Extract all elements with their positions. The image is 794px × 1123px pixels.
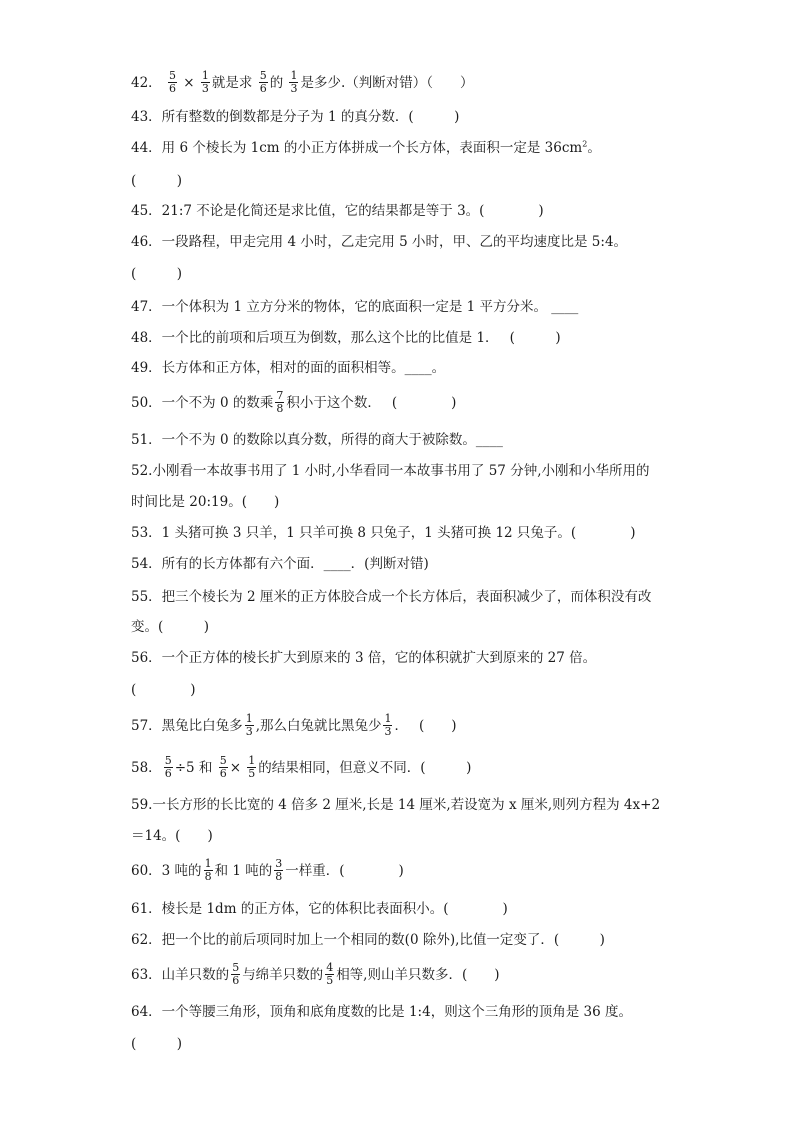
- question-44: [131, 135, 601, 161]
- question-47: 47．一个体积为 1 立方分米的物体，它的底面积一定是 1 平方分米。 ____: [131, 299, 579, 315]
- fraction-5-6: [168, 70, 177, 95]
- denominator: 3: [201, 82, 209, 95]
- denominator: 5: [326, 974, 334, 987]
- question-50: [131, 390, 456, 416]
- times-sign: ×: [229, 760, 241, 776]
- answer-blank-64: ( ): [131, 1036, 183, 1052]
- question-text: 与绵羊只数的: [242, 967, 324, 983]
- question-54: 54．所有的长方体都有六个面．____．(判断对错): [131, 556, 429, 572]
- question-63: [131, 962, 500, 988]
- question-55: 55．把三个棱长为 2 厘米的正方体胶合成一个长方体后，表面积减少了，而体积没有改: [131, 589, 652, 605]
- fraction-5-6: [231, 962, 240, 987]
- numerator: 1: [384, 712, 392, 725]
- denominator: 3: [384, 725, 392, 738]
- denominator: 5: [248, 767, 256, 780]
- fraction-4-5: [325, 962, 334, 987]
- question-text: 60．3 吨的: [131, 863, 202, 879]
- fraction-5-6: [259, 70, 268, 95]
- question-text: 50．一个不为 0 的数乘: [131, 395, 274, 411]
- answer-blank-44: ( ): [131, 173, 183, 189]
- question-text: ,那么白兔就比黑兔少: [255, 718, 382, 734]
- question-42: [131, 70, 474, 96]
- fraction-1-3: [383, 713, 392, 738]
- question-57: [131, 713, 457, 739]
- question-59: 59.一长方形的长比宽的 4 倍多 2 厘米,长是 14 厘米,若设宽为 x 厘米,则列方程为 4x+2: [131, 797, 661, 813]
- question-62: 62．把一个比的前后项同时加上一个相同的数(0 除外),比值一定变了．( ): [131, 932, 605, 948]
- numerator: 5: [232, 961, 240, 974]
- denominator: 8: [204, 870, 212, 883]
- denominator: 3: [245, 725, 253, 738]
- denominator: 8: [276, 402, 284, 415]
- question-52-cont: 时间比是 20:19。( ): [131, 494, 280, 510]
- denominator: 6: [232, 974, 240, 987]
- question-52: 52.小刚看一本故事书用了 1 小时,小华看同一本故事书用了 57 分钟,小刚和小华所用的: [131, 463, 650, 479]
- numerator: 4: [326, 961, 334, 974]
- question-49: 49．长方体和正方体，相对的面的面积相等。____。: [131, 360, 446, 376]
- denominator: 8: [275, 870, 283, 883]
- question-58: [131, 755, 471, 781]
- fraction-1-3: [289, 70, 298, 95]
- denominator: 6: [168, 82, 176, 95]
- question-59-cont: ＝14。( ): [131, 828, 213, 844]
- question-64: 64．一个等腰三角形，顶角和底角度数的比是 1:4，则这个三角形的顶角是 36 度。: [131, 1004, 632, 1020]
- question-text: ÷5 和: [174, 760, 213, 776]
- question-60: [131, 858, 404, 884]
- answer-blank-46: ( ): [131, 266, 183, 282]
- numerator: 1: [248, 754, 256, 767]
- times-sign: ×: [183, 75, 195, 91]
- question-51: 51．一个不为 0 的数除以真分数，所得的商大于被除数。____: [131, 432, 503, 448]
- denominator: 6: [259, 82, 267, 95]
- numerator: 5: [259, 69, 267, 82]
- question-text: 是多少.（判断对错）（ ）: [300, 75, 474, 91]
- question-number: 58．: [131, 760, 162, 776]
- question-text: 的结果相同，但意义不同．( ): [258, 760, 472, 776]
- question-56: 56．一个正方体的棱长扩大到原来的 3 倍，它的体积就扩大到原来的 27 倍。: [131, 650, 597, 666]
- numerator: 1: [290, 69, 298, 82]
- question-46: 46．一段路程，甲走完用 4 小时，乙走完用 5 小时，甲、乙的平均速度比是 5:4。: [131, 234, 628, 250]
- question-text: 相等,则山羊只数多．( ): [336, 967, 500, 983]
- numerator: 1: [201, 69, 209, 82]
- question-text: ． ( ): [394, 718, 457, 734]
- numerator: 5: [164, 754, 172, 767]
- fraction-1-3: [245, 713, 254, 738]
- fraction-1-8: [204, 858, 213, 883]
- question-text: 63．山羊只数的: [131, 967, 230, 983]
- fraction-3-8: [274, 858, 283, 883]
- question-text: 就是求: [211, 75, 253, 91]
- denominator: 6: [164, 767, 172, 780]
- numerator: 1: [204, 857, 212, 870]
- numerator: 5: [168, 69, 176, 82]
- numerator: 7: [276, 389, 284, 402]
- numerator: 3: [275, 857, 283, 870]
- fraction-5-6: [164, 755, 173, 780]
- fraction-7-8: [275, 390, 284, 415]
- question-text: 57．黑兔比白兔多: [131, 718, 243, 734]
- numerator: 1: [245, 712, 253, 725]
- fraction-1-3: [201, 70, 210, 95]
- answer-blank-56: ( ): [131, 682, 196, 698]
- question-53: 53．1 头猪可换 3 只羊，1 只羊可换 8 只兔子，1 头猪可换 12 只兔子。( ): [131, 525, 636, 541]
- question-text: 积小于这个数． ( ): [286, 395, 457, 411]
- question-text: 。: [587, 140, 601, 156]
- question-text: 的: [269, 75, 284, 91]
- question-number: 42．: [131, 75, 162, 91]
- question-text: 和 1 吨的: [214, 863, 273, 879]
- question-61: 61．棱长是 1dm 的正方体，它的体积比表面积小。( ): [131, 901, 508, 917]
- numerator: 5: [219, 754, 227, 767]
- superscript: 2: [582, 139, 588, 149]
- denominator: 6: [219, 767, 227, 780]
- question-45: 45．21:7 不论是化简还是求比值，它的结果都是等于 3。( ): [131, 203, 544, 219]
- question-text: 一样重．( ): [285, 863, 404, 879]
- question-43: 43．所有整数的倒数都是分子为 1 的真分数．( ): [131, 109, 460, 125]
- question-55-cont: 变。( ): [131, 619, 210, 635]
- question-48: 48．一个比的前项和后项互为倒数，那么这个比的比值是 1． ( ): [131, 330, 561, 346]
- denominator: 3: [290, 82, 298, 95]
- question-text: 44．用 6 个棱长为 1cm 的小正方体拼成一个长方体，表面积一定是 36cm: [131, 140, 583, 156]
- fraction-1-5: [247, 755, 256, 780]
- fraction-5-6: [219, 755, 228, 780]
